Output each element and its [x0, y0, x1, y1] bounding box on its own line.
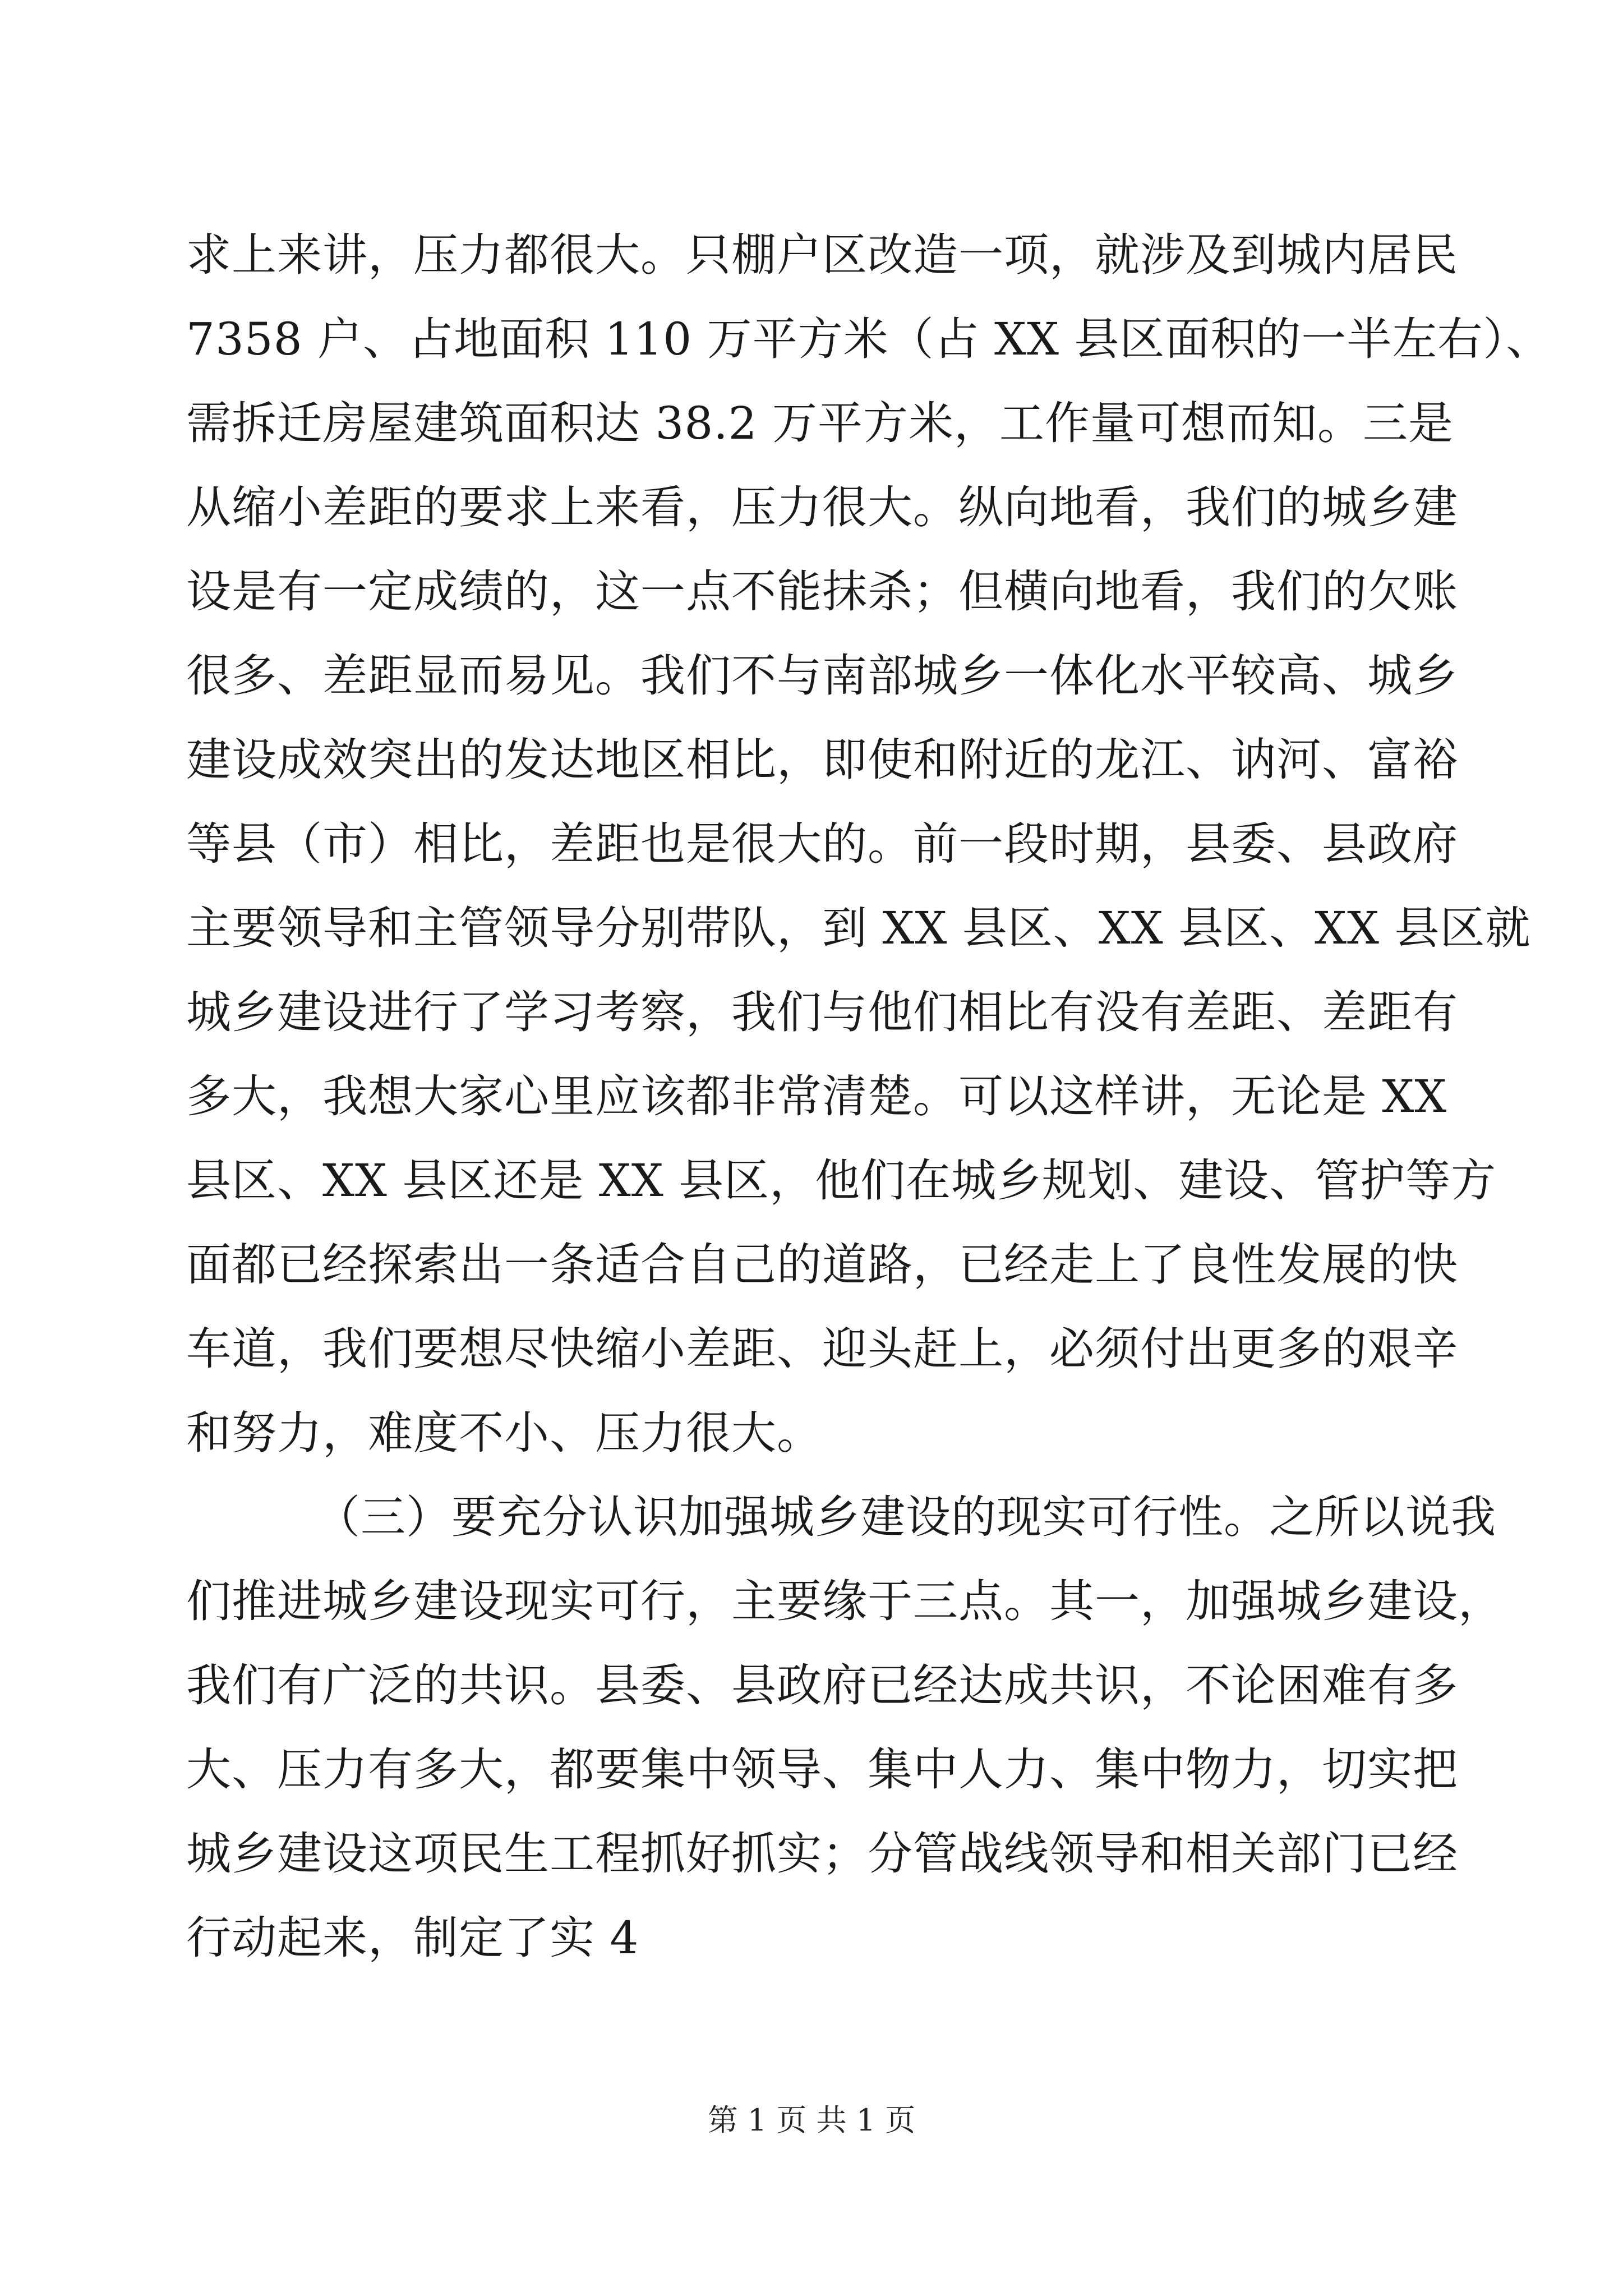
text-line: 建设成效突出的发达地区相比，即使和附近的龙江、讷河、富裕	[186, 734, 1458, 786]
text-line: 设是有一定成绩的，这一点不能抹杀；但横向地看，我们的欠账	[186, 565, 1458, 618]
text-line: 城乡建设这项民生工程抓好抓实；分管战线领导和相关部门已经	[186, 1828, 1458, 1880]
text-line: 面都已经探索出一条适合自己的道路，已经走上了良性发展的快	[186, 1239, 1458, 1291]
text-line: 多大，我想大家心里应该都非常清楚。可以这样讲，无论是 XX	[186, 1070, 1447, 1122]
text-line: 车道，我们要想尽快缩小差距、迎头赶上，必须付出更多的艰辛	[186, 1323, 1458, 1375]
text-line: 从缩小差距的要求上来看，压力很大。纵向地看，我们的城乡建	[186, 481, 1458, 533]
text-line: 主要领导和主管领导分别带队，到 XX 县区、XX 县区、XX 县区就	[186, 902, 1531, 954]
paragraph-start-line: （三）要充分认识加强城乡建设的现实可行性。之所以说我	[315, 1491, 1496, 1543]
page-footer: 第 1 页 共 1 页	[707, 2102, 916, 2138]
text-line: 等县（市）相比，差距也是很大的。前一段时期，县委、县政府	[186, 818, 1458, 870]
text-line: 求上来讲，压力都很大。只棚户区改造一项，就涉及到城内居民	[186, 229, 1458, 281]
text-line: 我们有广泛的共识。县委、县政府已经达成共识，不论困难有多	[186, 1659, 1458, 1711]
document-body	[186, 213, 1552, 1980]
text-line: 需拆迁房屋建筑面积达 38.2 万平方米，工作量可想而知。三是	[186, 397, 1454, 449]
text-line: 行动起来，制定了实 4	[186, 1912, 639, 1964]
text-line: 大、压力有多大，都要集中领导、集中人力、集中物力，切实把	[186, 1743, 1458, 1796]
text-line: 城乡建设进行了学习考察，我们与他们相比有没有差距、差距有	[186, 986, 1458, 1038]
text-line: 们推进城乡建设现实可行，主要缘于三点。其一，加强城乡建设，	[186, 1575, 1504, 1627]
text-line: 7358 户、占地面积 110 万平方米（占 XX 县区面积的一半左右）、	[186, 313, 1552, 365]
text-line: 很多、差距显而易见。我们不与南部城乡一体化水平较高、城乡	[186, 650, 1458, 702]
text-line: 和努力，难度不小、压力很大。	[186, 1407, 822, 1459]
text-line: 县区、XX 县区还是 XX 县区，他们在城乡规划、建设、管护等方	[186, 1154, 1497, 1207]
